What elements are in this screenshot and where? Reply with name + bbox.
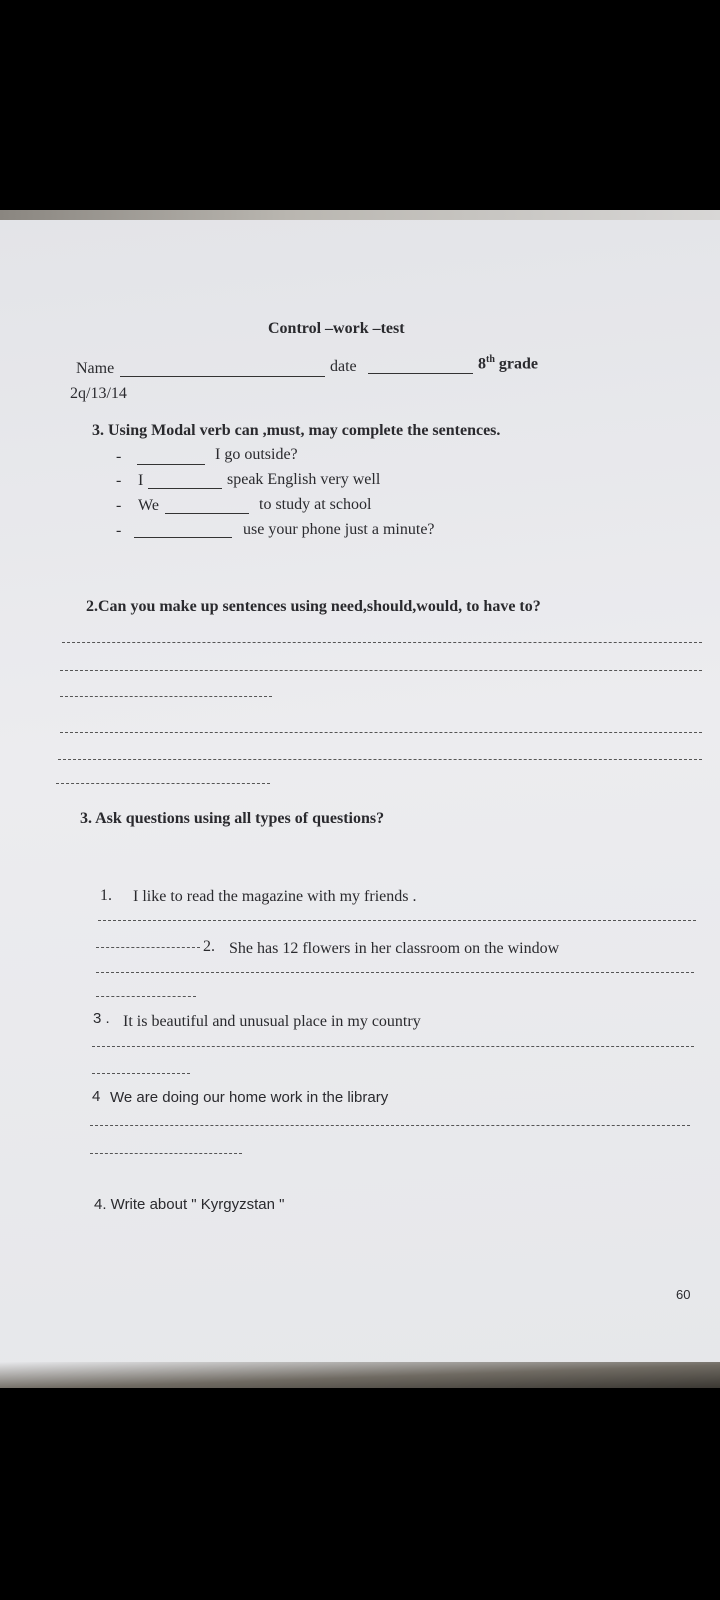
- grade-label: 8th grade: [478, 354, 539, 373]
- sentence-item: use your phone just a minute?: [243, 521, 435, 538]
- writing-line: [96, 947, 200, 948]
- item-number: 4: [92, 1088, 101, 1105]
- question-sentence: She has 12 flowers in her classroom on the window: [229, 940, 560, 957]
- paper-edge-bottom: [0, 1362, 720, 1388]
- question-sentence: It is beautiful and unusual place in my country: [123, 1013, 421, 1030]
- sentence-subject: I: [138, 472, 144, 489]
- bullet: -: [116, 522, 122, 539]
- page-number: 60: [676, 1287, 691, 1302]
- worksheet-paper: [0, 210, 720, 1388]
- writing-line: [60, 696, 272, 697]
- writing-line: [90, 1125, 690, 1126]
- bullet: -: [116, 448, 122, 465]
- sentence-item: I go outside?: [215, 446, 298, 463]
- section2-heading: 2.Can you make up sentences using need,should,would, to have to?: [86, 598, 541, 615]
- item-number: 2.: [203, 938, 215, 955]
- item-number: 3 .: [93, 1010, 110, 1027]
- writing-line: [96, 996, 196, 997]
- question-sentence: We are doing our home work in the library: [110, 1089, 389, 1106]
- bullet: -: [116, 472, 122, 489]
- answer-blank: [148, 488, 222, 489]
- answer-blank: [165, 513, 249, 514]
- item-number: 1.: [100, 887, 112, 904]
- bullet: -: [116, 497, 122, 514]
- answer-blank: [137, 464, 205, 465]
- sentence-item: to study at school: [259, 496, 372, 513]
- writing-line: [92, 1073, 190, 1074]
- paper-edge-top: [0, 210, 720, 220]
- writing-line: [92, 1046, 694, 1047]
- name-blank: [120, 376, 325, 377]
- question-sentence: I like to read the magazine with my friends .: [133, 888, 417, 905]
- class-code: 2q/13/14: [70, 385, 127, 402]
- date-blank: [368, 373, 473, 374]
- writing-line: [90, 1153, 242, 1154]
- date-label: date: [330, 358, 357, 375]
- writing-line: [56, 783, 270, 784]
- writing-line: [62, 642, 702, 643]
- writing-line: [60, 670, 702, 671]
- writing-line: [98, 920, 696, 921]
- page-title: Control –work –test: [268, 320, 405, 337]
- section4-heading: 4. Write about " Kyrgyzstan ": [94, 1196, 285, 1213]
- writing-line: [96, 972, 694, 973]
- section3-heading: 3. Ask questions using all types of questions?: [80, 810, 385, 827]
- sentence-subject: We: [138, 497, 159, 514]
- sentence-item: speak English very well: [227, 471, 381, 488]
- answer-blank: [134, 537, 232, 538]
- writing-line: [60, 732, 702, 733]
- writing-line: [58, 759, 702, 760]
- section1-heading: 3. Using Modal verb can ,must, may complete the sentences.: [92, 422, 501, 439]
- name-label: Name: [76, 360, 115, 377]
